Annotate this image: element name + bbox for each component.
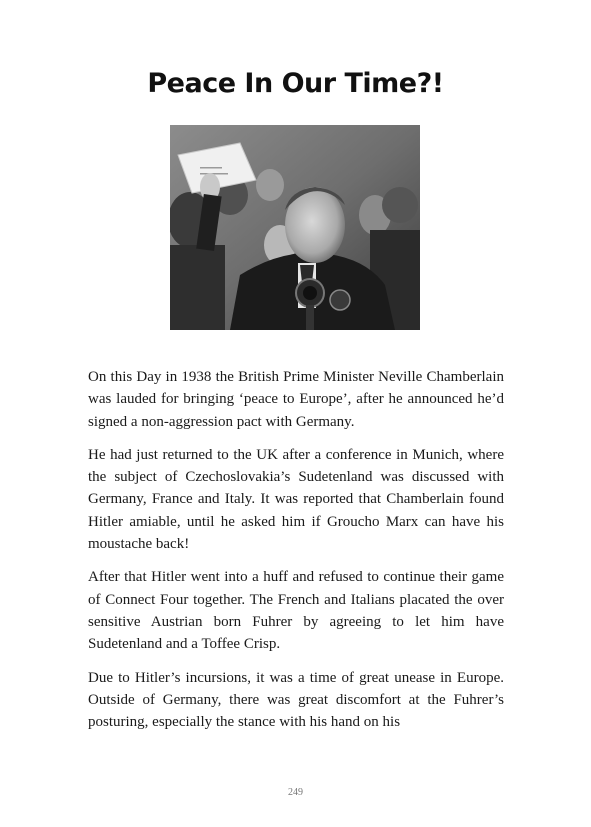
paragraph-2: He had just returned to the UK after a conference in Munich, where the subject of Czechoslovakia’s Sudetenland was discussed with Germany, France and Italy. It was reported that Chamberlain found Hitler amiable, until he asked him if Groucho Marx can have his moustache back! — [88, 446, 504, 553]
page-title: Peace In Our Time?! — [147, 68, 444, 99]
paragraph-1: On this Day in 1938 the British Prime Minister Neville Chamberlain was lauded for bringing ‘peace to Europe’, after he announced he’d signed a non-aggression pact with Germany. — [88, 369, 504, 430]
page-number: 249 — [288, 787, 303, 798]
article-body — [88, 366, 504, 744]
historical-photo — [170, 125, 420, 330]
paragraph-3: After that Hitler went into a huff and refused to continue their game of Connect Four together. The French and Italians placated the over sensitive Austrian born Fuhrer by agreeing to let him have Sudetenland and a Toffee Crisp. — [88, 569, 504, 653]
paragraph-4: Due to Hitler’s incursions, it was a time of great unease in Europe. Outside of Germany, there was great discomfort at the Fuhrer’s posturing, especially the stance with his hand on his — [88, 669, 504, 731]
